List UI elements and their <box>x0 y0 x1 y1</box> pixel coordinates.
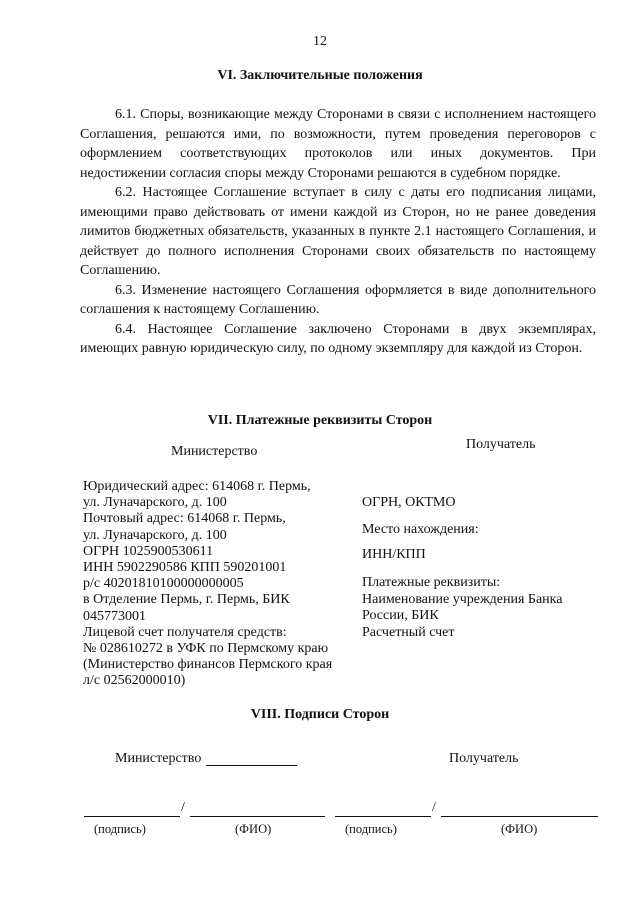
recipient-ogrn-label: ОГРН, ОКТМО <box>362 495 456 510</box>
requisite-line: Почтовый адрес: 614068 г. Пермь, <box>83 511 286 527</box>
requisite-line: 045773001 <box>83 608 146 624</box>
ministry-requisites <box>83 479 332 690</box>
signature-slash: / <box>181 800 185 815</box>
recipient-location-label: Место нахождения: <box>362 522 479 537</box>
requisite-line: Юридический адрес: 614068 г. Пермь, <box>83 479 311 494</box>
requisite-line: ул. Луначарского, д. 100 <box>83 527 227 543</box>
ministry-signature-line <box>84 816 180 817</box>
payment-line: России, БИК <box>362 608 439 623</box>
payment-line: Расчетный счет <box>362 624 455 640</box>
ministry-fio-line <box>190 816 325 817</box>
recipient-signature-line <box>335 816 431 817</box>
signature-slash: / <box>432 800 436 815</box>
requisite-line: (Министерство финансов Пермского края <box>83 657 333 673</box>
recipient-fio-line <box>441 816 598 817</box>
requisite-line: ОГРН 1025900530611 <box>83 543 214 559</box>
section-6-title: VI. Заключительные положения <box>217 68 423 83</box>
page-number: 12 <box>313 34 327 49</box>
recipient-signature-party: Получатель <box>449 751 519 766</box>
requisite-line: Лицевой счет получателя средств: <box>83 624 287 640</box>
section-7-title: VII. Платежные реквизиты Сторон <box>207 413 433 428</box>
section-8-title: VIII. Подписи Сторон <box>250 707 390 722</box>
paragraph-6-3: 6.3. Изменение настоящего Соглашения оформляется в виде дополнительного соглашения к настоящему Соглашению. <box>80 282 596 317</box>
requisite-line: ИНН 5902290586 КПП 590201001 <box>83 560 287 576</box>
ministry-name-line <box>206 765 297 766</box>
requisite-line: в Отделение Пермь, г. Пермь, БИК <box>83 592 290 608</box>
payment-line: Наименование учреждения Банка <box>362 591 563 607</box>
paragraph-6-2: 6.2. Настоящее Соглашение вступает в силу с даты его подписания лицами, имеющими право действовать от имени каждой из Сторон, но не ранее доведения лимитов бюджетных обязательств, указанных в пункте 2.1 настоящего Соглашения, и действует до полного исполнения Сторонами своих обязательств по настоящему Соглашению. <box>80 185 596 278</box>
requisite-line: л/с 02562000010) <box>83 673 186 689</box>
requisite-line: ул. Луначарского, д. 100 <box>83 495 227 511</box>
requisite-line: р/с 40201810100000000005 <box>83 576 244 592</box>
fio-caption: (ФИО) <box>501 822 538 836</box>
signature-caption: (подпись) <box>345 822 397 836</box>
paragraph-6-4: 6.4. Настоящее Соглашение заключено Сторонами в двух экземплярах, имеющих равную юридическую силу, по одному экземпляру для каждой из Сторон. <box>80 321 596 356</box>
requisite-line: № 028610272 в УФК по Пермскому краю <box>83 641 329 657</box>
ministry-signature-party: Министерство <box>115 751 202 766</box>
payment-line: Платежные реквизиты: <box>362 575 501 590</box>
section-6-body <box>80 105 596 359</box>
recipient-column-title: Получатель <box>466 437 536 452</box>
ministry-column-title: Министерство <box>171 444 258 459</box>
signature-caption: (подпись) <box>94 822 146 836</box>
recipient-inn-label: ИНН/КПП <box>362 547 426 562</box>
paragraph-6-1: 6.1. Споры, возникающие между Сторонами в связи с исполнением настоящего Соглашения, решаются ими, по возможности, путем проведения переговоров с оформлением соответствующих протоколов или иных документов. При недостижении согласия споры между Сторонами решаются в судебном порядке. <box>80 107 596 181</box>
fio-caption: (ФИО) <box>235 822 272 836</box>
recipient-payment-block <box>362 575 562 641</box>
